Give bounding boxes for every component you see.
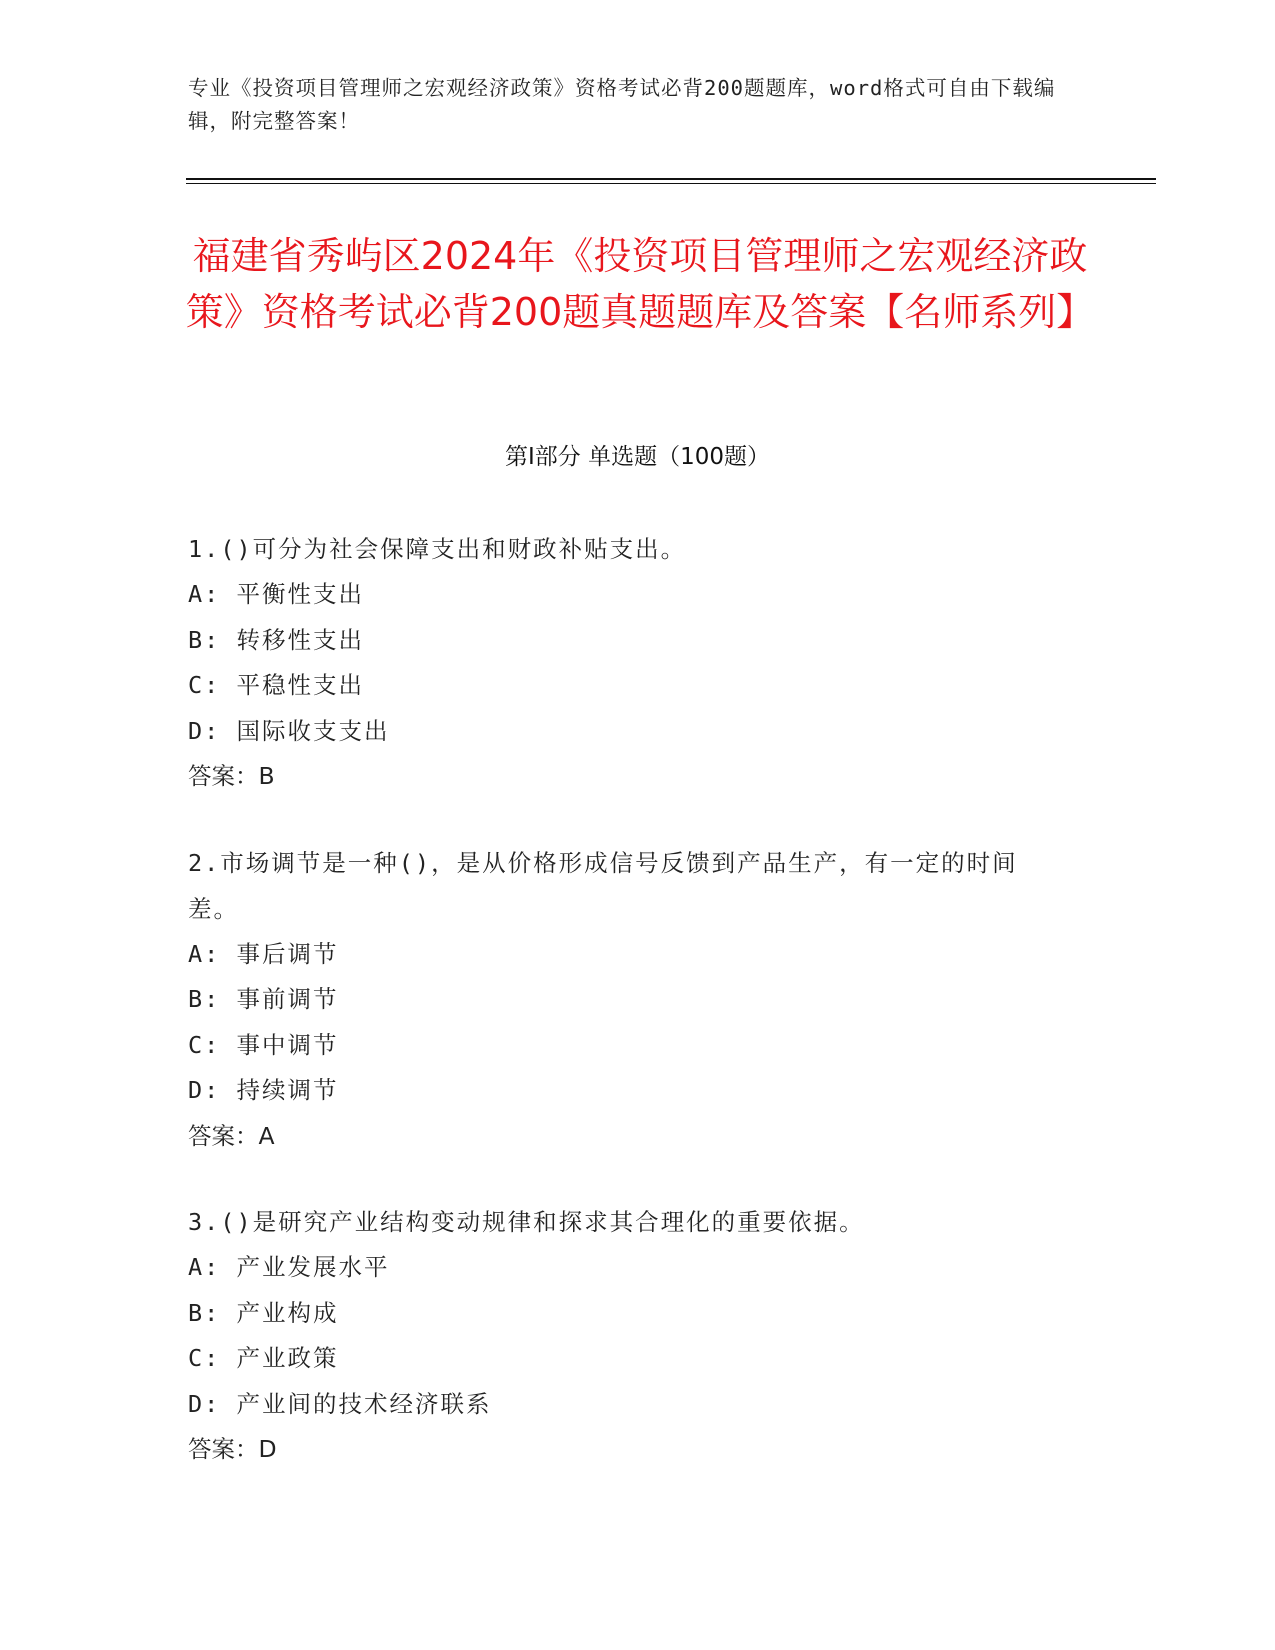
option-c: C: 事中调节: [188, 1030, 339, 1059]
header-divider: [186, 178, 1156, 180]
option-c: C: 产业政策: [188, 1344, 339, 1372]
question-2: [188, 840, 1068, 1160]
question-stem: 2.市场调节是一种()，是从价格形成信号反馈到产品生产，有一定的时间差。: [188, 848, 1018, 923]
option-d: D: 持续调节: [188, 1076, 339, 1104]
option-b: B: 事前调节: [188, 985, 339, 1013]
question-stem: 1.()可分为社会保障支出和财政补贴支出。: [188, 535, 687, 563]
answer: 答案：B: [188, 762, 275, 790]
option-c: C: 平稳性支出: [188, 671, 364, 699]
option-d: D: 国际收支支出: [188, 716, 390, 745]
option-a: A: 平衡性支出: [188, 580, 364, 608]
option-b: B: 产业构成: [188, 1298, 339, 1327]
question-stem: 3.()是研究产业结构变动规律和探求其合理化的重要依据。: [188, 1208, 865, 1236]
header-divider-thin: [186, 183, 1156, 184]
question-1: [188, 526, 1068, 800]
option-d: D: 产业间的技术经济联系: [188, 1389, 492, 1418]
option-a: A: 事后调节: [188, 939, 339, 968]
answer: 答案：D: [188, 1435, 277, 1463]
section-heading: 第I部分 单选题（100题）: [505, 444, 770, 470]
question-3: [188, 1199, 1068, 1473]
header-note: 专业《投资项目管理师之宏观经济政策》资格考试必背200题题库，word格式可自由下载编辑，附完整答案！: [188, 76, 1056, 133]
document-title: 福建省秀屿区2024年《投资项目管理师之宏观经济政策》资格考试必背200题真题题库及答案【名师系列】: [185, 234, 1095, 334]
question-list: [188, 526, 1068, 1513]
answer: 答案：A: [188, 1121, 275, 1150]
option-b: B: 转移性支出: [188, 625, 364, 654]
option-a: A: 产业发展水平: [188, 1253, 390, 1281]
